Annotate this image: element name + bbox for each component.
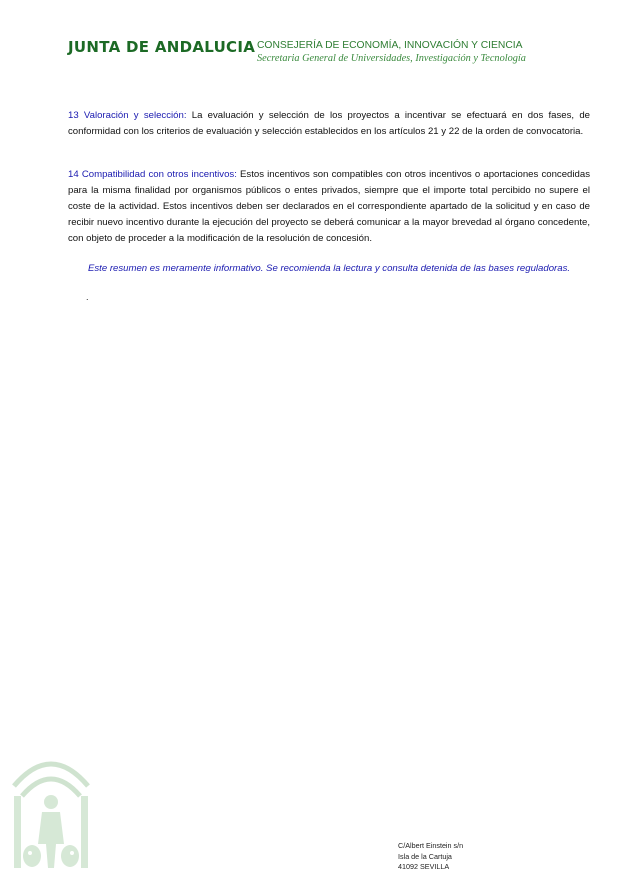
andalucia-emblem-icon <box>8 744 94 874</box>
section-valoracion <box>68 108 590 140</box>
address-city: 41092 SEVILLA <box>398 862 450 871</box>
address-street: C/Albert Einstein s/n <box>398 841 464 850</box>
junta-de-andalucia-logo: JUNTA DE ANDALUCIA <box>68 38 256 56</box>
disclaimer-note: Este resumen es meramente informativo. Se recomienda la lectura y consulta detenida de las bases reguladoras. <box>87 263 571 274</box>
section-compatibilidad <box>68 167 590 247</box>
header-department-block <box>257 39 597 65</box>
secretaria-name: Secretaria General de Universidades, Investigación y Tecnología <box>257 53 526 64</box>
section-body: Estos incentivos son compatibles con otros incentivos o aportaciones concedidas para la misma finalidad por organismos públicos o entes privados, siempre que el importe total percibido no supere el coste de la actividad. Estos incentivos deben ser declarados en el correspondiente apartado de la solicitud y en caso de recibir nuevo incentivo durante la ejecución del proyecto se deberá comunicar a la mayor brevedad al órgano concedente, con objeto de proceder a la modificación de la resolución de concesión. <box>68 169 590 244</box>
section-body: La evaluación y selección de los proyectos a incentivar se efectuará en dos fases, de conformidad con los criterios de evaluación y selección establecidos en los artículos 21 y 22 de la orden de convocatoria. <box>68 110 591 137</box>
section-heading: 14 Compatibilidad con otros incentivos: <box>68 169 237 180</box>
department-name: CONSEJERÍA DE ECONOMÍA, INNOVACIÓN Y CIENCIA <box>257 40 523 51</box>
footer-address <box>398 841 463 873</box>
section-heading: 13 Valoración y selección: <box>68 110 187 121</box>
stray-dot: . <box>86 292 89 302</box>
address-area: Isla de la Cartuja <box>398 851 452 861</box>
